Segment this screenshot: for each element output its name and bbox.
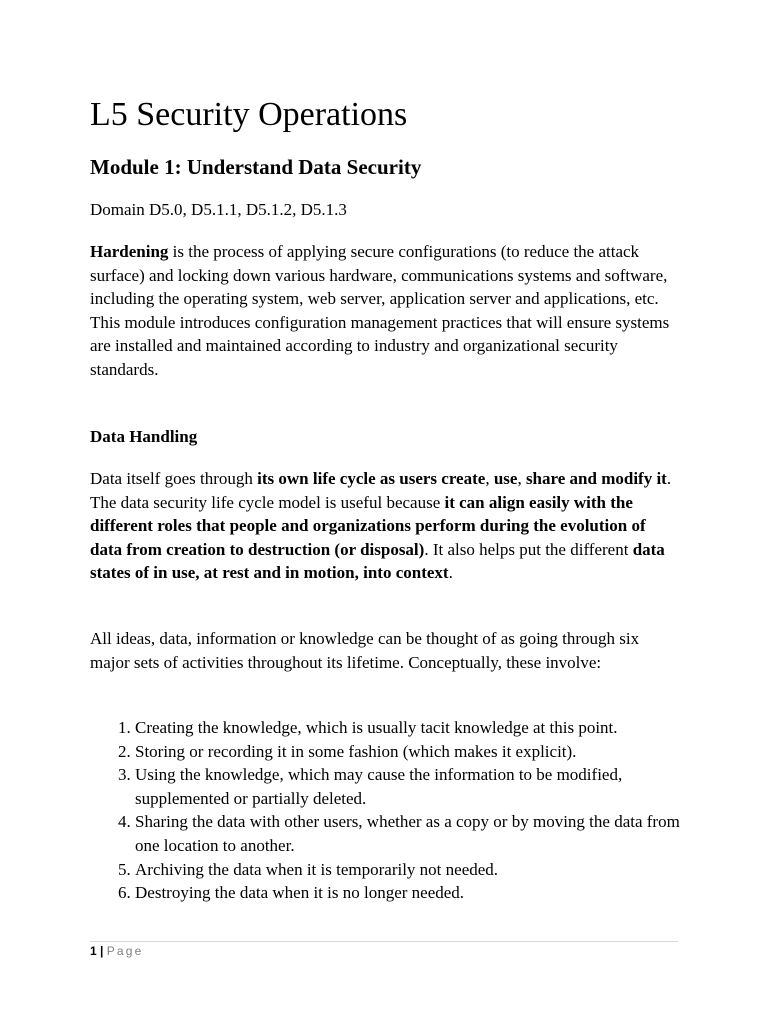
list-item: 6. Destroying the data when it is no longer needed. xyxy=(135,881,680,905)
list-item: 5. Archiving the data when it is temporarily not needed. xyxy=(135,858,680,882)
module-heading: Module 1: Understand Data Security xyxy=(90,155,422,179)
page-label: Page xyxy=(106,944,144,958)
section-heading-data-handling: Data Handling xyxy=(90,427,198,446)
list-item: 2. Storing or recording it in some fashion (which makes it explicit). xyxy=(135,740,680,764)
text-run: Data itself goes through xyxy=(90,469,258,488)
hardening-term: Hardening xyxy=(90,242,169,261)
bold-run: use xyxy=(493,469,518,488)
text-run: , xyxy=(517,469,526,488)
bold-run: share and modify it xyxy=(525,469,667,488)
bold-run: data states of in use, at rest and in motion, into context xyxy=(90,539,665,583)
list-item: 1. Creating the knowledge, which is usually tacit knowledge at this point. xyxy=(135,716,680,740)
bold-run: its own life cycle as users create xyxy=(257,469,486,488)
bold-run: it can align easily with the different roles that people and organizations perform during the evolution of data from creation to destruction (or disposal) xyxy=(90,492,646,559)
footer-separator: | xyxy=(96,944,107,958)
intro-paragraph xyxy=(90,240,680,382)
page-number: 1 xyxy=(90,944,97,958)
list-item: 3. Using the knowledge, which may cause the information to be modified, supplemented or partially deleted. xyxy=(135,763,680,810)
data-lifecycle-paragraph xyxy=(90,467,680,585)
list-item: 4. Sharing the data with other users, whether as a copy or by moving the data from one location to another. xyxy=(135,810,680,857)
page-footer xyxy=(90,943,144,959)
text-run: . The data security life cycle model is useful because xyxy=(90,469,672,512)
intro-text: is the process of applying secure configurations (to reduce the attack surface) and locking down various hardware, communications systems and software, including the operating system, web server, application server and applications, etc. This module introduces configuration management practices that will ensure systems are installed and maintained according to industry and organizational security standards. xyxy=(90,242,670,379)
text-run: . xyxy=(448,563,453,583)
footer-divider xyxy=(90,941,678,942)
text-run: , xyxy=(485,469,494,488)
domain-line: Domain D5.0, D5.1.1, D5.1.2, D5.1.3 xyxy=(90,200,347,219)
text-run: . It also helps put the different xyxy=(424,539,633,559)
activities-list xyxy=(90,716,680,905)
activities-paragraph: All ideas, data, information or knowledge can be thought of as going through six major sets of activities throughout its lifetime. Conceptually, these involve: xyxy=(90,629,640,672)
document-title: L5 Security Operations xyxy=(90,96,408,133)
